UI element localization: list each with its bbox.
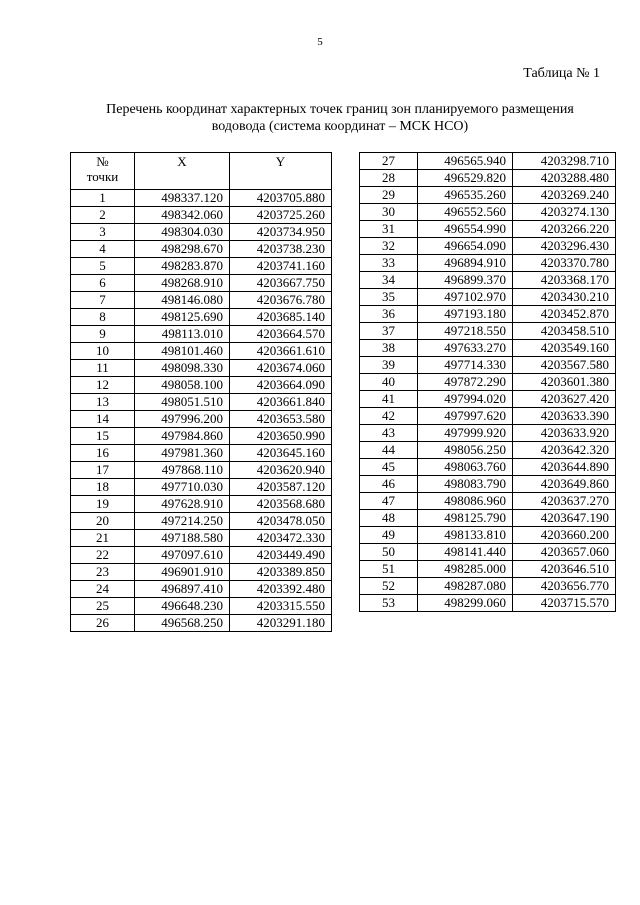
- table-row: [71, 462, 332, 479]
- table-row: [71, 224, 332, 241]
- cell-x: 497984.860: [135, 428, 230, 445]
- cell-point-number: 4: [71, 241, 135, 258]
- cell-x: 498101.460: [135, 343, 230, 360]
- cell-point-number: 6: [71, 275, 135, 292]
- table-row: [360, 476, 616, 493]
- cell-y: 4203661.840: [230, 394, 332, 411]
- cell-y: 4203664.090: [230, 377, 332, 394]
- cell-point-number: 47: [360, 493, 418, 510]
- cell-x: 498304.030: [135, 224, 230, 241]
- cell-y: 4203430.210: [513, 289, 616, 306]
- cell-x: 498283.870: [135, 258, 230, 275]
- table-row: [360, 442, 616, 459]
- cell-x: 496894.910: [418, 255, 513, 272]
- cell-y: 4203741.160: [230, 258, 332, 275]
- coordinates-table-right: [359, 152, 616, 612]
- cell-x: 496529.820: [418, 170, 513, 187]
- cell-y: 4203660.200: [513, 527, 616, 544]
- cell-y: 4203549.160: [513, 340, 616, 357]
- cell-x: 497710.030: [135, 479, 230, 496]
- cell-point-number: 12: [71, 377, 135, 394]
- table-row: [71, 581, 332, 598]
- cell-x: 497994.020: [418, 391, 513, 408]
- table-row: [360, 187, 616, 204]
- cell-point-number: 42: [360, 408, 418, 425]
- cell-x: 496552.560: [418, 204, 513, 221]
- cell-point-number: 2: [71, 207, 135, 224]
- cell-y: 4203452.870: [513, 306, 616, 323]
- cell-y: 4203646.510: [513, 561, 616, 578]
- cell-x: 496648.230: [135, 598, 230, 615]
- table-row: [360, 527, 616, 544]
- cell-x: 498058.100: [135, 377, 230, 394]
- cell-point-number: 43: [360, 425, 418, 442]
- cell-y: 4203715.570: [513, 595, 616, 612]
- page-number: 5: [317, 36, 323, 48]
- cell-y: 4203657.060: [513, 544, 616, 561]
- cell-point-number: 14: [71, 411, 135, 428]
- cell-y: 4203676.780: [230, 292, 332, 309]
- cell-point-number: 34: [360, 272, 418, 289]
- cell-x: 498063.760: [418, 459, 513, 476]
- cell-point-number: 24: [71, 581, 135, 598]
- cell-x: 498141.440: [418, 544, 513, 561]
- cell-y: 4203667.750: [230, 275, 332, 292]
- cell-y: 4203266.220: [513, 221, 616, 238]
- cell-x: 497628.910: [135, 496, 230, 513]
- cell-x: 497981.360: [135, 445, 230, 462]
- cell-point-number: 41: [360, 391, 418, 408]
- cell-x: 496899.370: [418, 272, 513, 289]
- cell-x: 498299.060: [418, 595, 513, 612]
- cell-y: 4203291.180: [230, 615, 332, 632]
- cell-y: 4203567.580: [513, 357, 616, 374]
- cell-point-number: 26: [71, 615, 135, 632]
- cell-y: 4203389.850: [230, 564, 332, 581]
- cell-point-number: 7: [71, 292, 135, 309]
- table-row: [360, 255, 616, 272]
- cell-point-number: 40: [360, 374, 418, 391]
- table-row: [71, 445, 332, 462]
- cell-y: 4203734.950: [230, 224, 332, 241]
- cell-y: 4203653.580: [230, 411, 332, 428]
- table-row: [360, 459, 616, 476]
- cell-x: 498133.810: [418, 527, 513, 544]
- cell-x: 496535.260: [418, 187, 513, 204]
- cell-x: 498125.690: [135, 309, 230, 326]
- cell-point-number: 1: [71, 190, 135, 207]
- cell-point-number: 31: [360, 221, 418, 238]
- cell-x: 498086.960: [418, 493, 513, 510]
- cell-point-number: 37: [360, 323, 418, 340]
- cell-point-number: 3: [71, 224, 135, 241]
- table-row: [360, 493, 616, 510]
- cell-point-number: 10: [71, 343, 135, 360]
- table-row: [71, 377, 332, 394]
- table-row: [71, 207, 332, 224]
- cell-x: 497188.580: [135, 530, 230, 547]
- cell-y: 4203650.990: [230, 428, 332, 445]
- cell-point-number: 22: [71, 547, 135, 564]
- cell-point-number: 20: [71, 513, 135, 530]
- cell-x: 496901.910: [135, 564, 230, 581]
- table-row: [360, 357, 616, 374]
- table-row: [71, 530, 332, 547]
- cell-x: 498125.790: [418, 510, 513, 527]
- cell-x: 498113.010: [135, 326, 230, 343]
- cell-point-number: 25: [71, 598, 135, 615]
- cell-point-number: 17: [71, 462, 135, 479]
- cell-x: 496554.990: [418, 221, 513, 238]
- table-row: [360, 510, 616, 527]
- cell-point-number: 48: [360, 510, 418, 527]
- table-row: [71, 496, 332, 513]
- cell-point-number: 13: [71, 394, 135, 411]
- header-point-number: [71, 153, 135, 190]
- cell-y: 4203705.880: [230, 190, 332, 207]
- cell-point-number: 28: [360, 170, 418, 187]
- header-point-line1: №: [96, 154, 109, 169]
- cell-x: 496568.250: [135, 615, 230, 632]
- cell-y: 4203642.320: [513, 442, 616, 459]
- cell-point-number: 35: [360, 289, 418, 306]
- cell-point-number: 44: [360, 442, 418, 459]
- table-row: [71, 598, 332, 615]
- cell-point-number: 39: [360, 357, 418, 374]
- header-point-line2: точки: [86, 169, 119, 184]
- table-row: [360, 204, 616, 221]
- cell-y: 4203627.420: [513, 391, 616, 408]
- table-row: [71, 190, 332, 207]
- cell-x: 496897.410: [135, 581, 230, 598]
- cell-point-number: 49: [360, 527, 418, 544]
- cell-point-number: 8: [71, 309, 135, 326]
- table-row: [71, 360, 332, 377]
- cell-x: 497999.920: [418, 425, 513, 442]
- cell-point-number: 45: [360, 459, 418, 476]
- cell-y: 4203370.780: [513, 255, 616, 272]
- table-row: [71, 241, 332, 258]
- cell-y: 4203587.120: [230, 479, 332, 496]
- table-row: [71, 411, 332, 428]
- table-row: [71, 258, 332, 275]
- table-row: [360, 170, 616, 187]
- cell-y: 4203392.480: [230, 581, 332, 598]
- cell-x: 497633.270: [418, 340, 513, 357]
- cell-x: 498298.670: [135, 241, 230, 258]
- table-row: [360, 425, 616, 442]
- cell-y: 4203298.710: [513, 153, 616, 170]
- cell-x: 497714.330: [418, 357, 513, 374]
- cell-y: 4203645.160: [230, 445, 332, 462]
- cell-y: 4203633.390: [513, 408, 616, 425]
- table-row: [71, 615, 332, 632]
- cell-y: 4203685.140: [230, 309, 332, 326]
- cell-point-number: 21: [71, 530, 135, 547]
- cell-x: 497997.620: [418, 408, 513, 425]
- cell-x: 496654.090: [418, 238, 513, 255]
- cell-point-number: 11: [71, 360, 135, 377]
- cell-x: 498287.080: [418, 578, 513, 595]
- cell-y: 4203601.380: [513, 374, 616, 391]
- cell-point-number: 23: [71, 564, 135, 581]
- cell-x: 497214.250: [135, 513, 230, 530]
- cell-y: 4203296.430: [513, 238, 616, 255]
- cell-point-number: 46: [360, 476, 418, 493]
- cell-y: 4203315.550: [230, 598, 332, 615]
- cell-point-number: 9: [71, 326, 135, 343]
- cell-x: 498342.060: [135, 207, 230, 224]
- table-row: [71, 326, 332, 343]
- cell-y: 4203661.610: [230, 343, 332, 360]
- cell-y: 4203633.920: [513, 425, 616, 442]
- table-row: [360, 272, 616, 289]
- cell-y: 4203568.680: [230, 496, 332, 513]
- cell-point-number: 15: [71, 428, 135, 445]
- table-row: [360, 391, 616, 408]
- table-row: [71, 343, 332, 360]
- cell-y: 4203649.860: [513, 476, 616, 493]
- cell-point-number: 50: [360, 544, 418, 561]
- table-row: [360, 153, 616, 170]
- table-row: [360, 289, 616, 306]
- cell-y: 4203725.260: [230, 207, 332, 224]
- cell-point-number: 36: [360, 306, 418, 323]
- table-row: [360, 561, 616, 578]
- cell-y: 4203288.480: [513, 170, 616, 187]
- cell-x: 497193.180: [418, 306, 513, 323]
- table-row: [360, 221, 616, 238]
- cell-x: 498083.790: [418, 476, 513, 493]
- cell-x: 498051.510: [135, 394, 230, 411]
- cell-point-number: 18: [71, 479, 135, 496]
- cell-x: 496565.940: [418, 153, 513, 170]
- header-x: X: [135, 153, 230, 190]
- cell-y: 4203449.490: [230, 547, 332, 564]
- cell-y: 4203620.940: [230, 462, 332, 479]
- cell-x: 497868.110: [135, 462, 230, 479]
- cell-point-number: 30: [360, 204, 418, 221]
- table-row: [71, 479, 332, 496]
- table-row: [360, 340, 616, 357]
- table-row: [71, 547, 332, 564]
- table-row: [360, 544, 616, 561]
- cell-point-number: 5: [71, 258, 135, 275]
- cell-point-number: 29: [360, 187, 418, 204]
- table-body-right: [360, 153, 616, 612]
- cell-x: 497996.200: [135, 411, 230, 428]
- cell-y: 4203472.330: [230, 530, 332, 547]
- table-header-row: [71, 153, 332, 190]
- table-row: [71, 394, 332, 411]
- cell-x: 498337.120: [135, 190, 230, 207]
- title-line-2: водовода (система координат – МСК НСО): [211, 119, 469, 134]
- cell-y: 4203368.170: [513, 272, 616, 289]
- cell-x: 498268.910: [135, 275, 230, 292]
- table-row: [360, 323, 616, 340]
- cell-x: 497102.970: [418, 289, 513, 306]
- cell-y: 4203738.230: [230, 241, 332, 258]
- cell-y: 4203647.190: [513, 510, 616, 527]
- cell-point-number: 52: [360, 578, 418, 595]
- table-row: [360, 578, 616, 595]
- cell-y: 4203664.570: [230, 326, 332, 343]
- table-row: [360, 238, 616, 255]
- cell-x: 498056.250: [418, 442, 513, 459]
- document-title: [60, 101, 620, 135]
- cell-point-number: 27: [360, 153, 418, 170]
- header-y: Y: [230, 153, 332, 190]
- table-row: [360, 306, 616, 323]
- cell-y: 4203674.060: [230, 360, 332, 377]
- table-row: [360, 374, 616, 391]
- cell-point-number: 51: [360, 561, 418, 578]
- cell-y: 4203637.270: [513, 493, 616, 510]
- table-row: [71, 564, 332, 581]
- table-row: [71, 275, 332, 292]
- cell-x: 497097.610: [135, 547, 230, 564]
- table-body-left: [71, 190, 332, 632]
- cell-y: 4203458.510: [513, 323, 616, 340]
- cell-x: 498098.330: [135, 360, 230, 377]
- table-row: [71, 428, 332, 445]
- cell-x: 498285.000: [418, 561, 513, 578]
- cell-x: 497872.290: [418, 374, 513, 391]
- title-line-1: Перечень координат характерных точек границ зон планируемого размещения: [106, 102, 574, 117]
- table-row: [71, 292, 332, 309]
- coordinates-table-left: [70, 152, 332, 632]
- cell-y: 4203269.240: [513, 187, 616, 204]
- cell-point-number: 16: [71, 445, 135, 462]
- cell-y: 4203478.050: [230, 513, 332, 530]
- cell-x: 497218.550: [418, 323, 513, 340]
- cell-y: 4203656.770: [513, 578, 616, 595]
- cell-point-number: 33: [360, 255, 418, 272]
- table-label: Таблица № 1: [523, 66, 600, 81]
- cell-point-number: 19: [71, 496, 135, 513]
- table-row: [360, 595, 616, 612]
- table-row: [71, 309, 332, 326]
- table-row: [360, 408, 616, 425]
- cell-y: 4203644.890: [513, 459, 616, 476]
- cell-point-number: 53: [360, 595, 418, 612]
- table-row: [71, 513, 332, 530]
- cell-y: 4203274.130: [513, 204, 616, 221]
- cell-point-number: 38: [360, 340, 418, 357]
- cell-x: 498146.080: [135, 292, 230, 309]
- cell-point-number: 32: [360, 238, 418, 255]
